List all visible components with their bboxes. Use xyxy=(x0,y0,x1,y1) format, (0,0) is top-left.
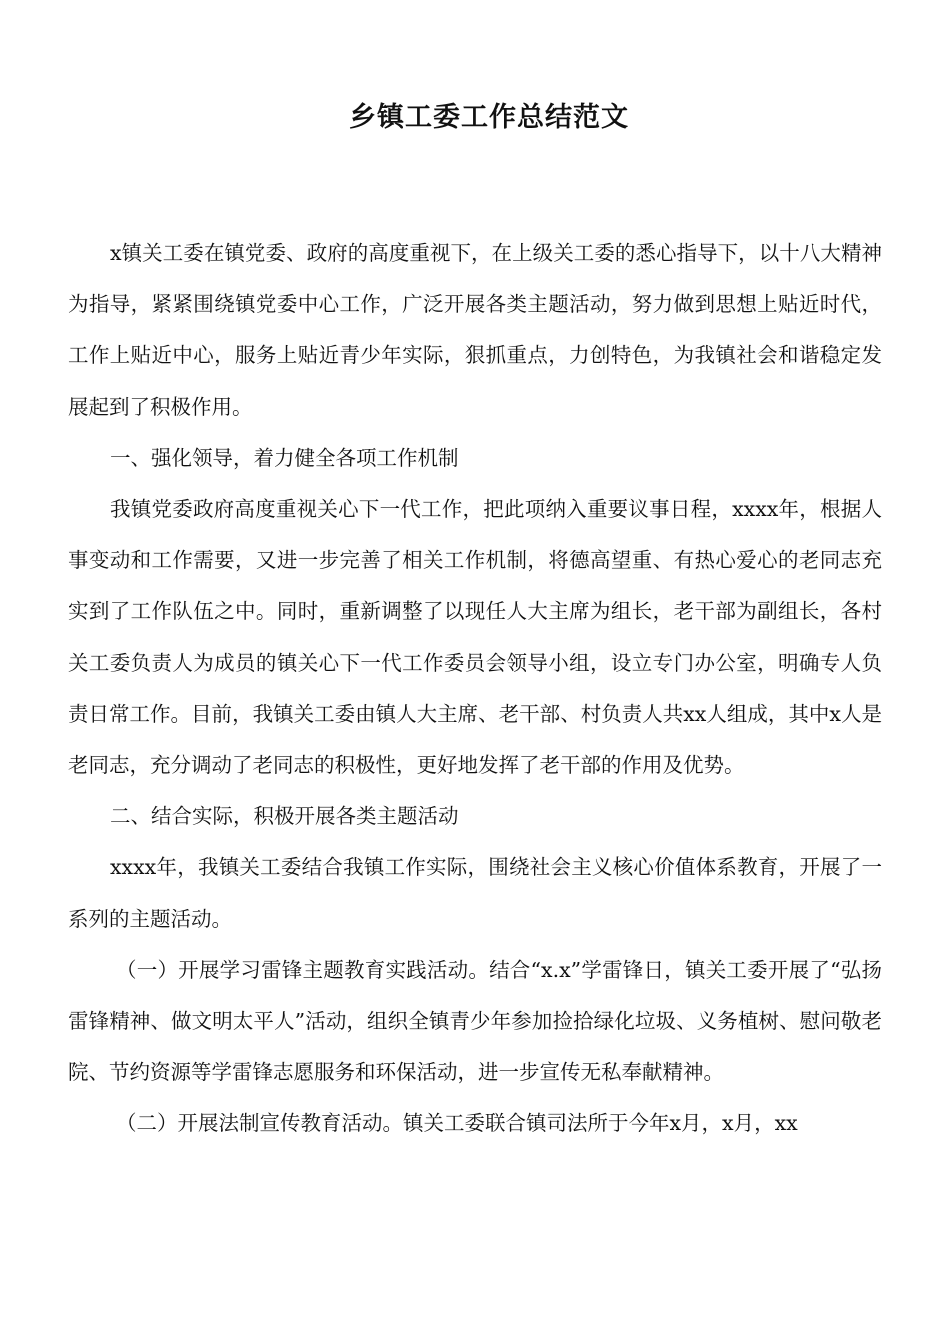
document-page xyxy=(68,96,882,1150)
paragraph-section-2: xxxx年，我镇关工委结合我镇工作实际，围绕社会主义核心价值体系教育，开展了一系列的主题活动。 xyxy=(68,855,882,931)
paragraph-intro: x镇关工委在镇党委、政府的高度重视下，在上级关工委的悉心指导下，以十八大精神为指导，紧紧围绕镇党委中心工作，广泛开展各类主题活动，努力做到思想上贴近时代，工作上贴近中心，服务上贴近青少年实际，狠抓重点，力创特色，为我镇社会和谐稳定发展起到了积极作用。 xyxy=(68,241,882,419)
paragraph-section-1: 我镇党委政府高度重视关心下一代工作，把此项纳入重要议事日程，xxxx年，根据人事变动和工作需要，又进一步完善了相关工作机制，将德高望重、有热心爱心的老同志充实到了工作队伍之中。同时，重新调整了以现任人大主席为组长，老干部为副组长，各村关工委负责人为成员的镇关心下一代工作委员会领导小组，设立专门办公室，明确专人负责日常工作。目前，我镇关工委由镇人大主席、老干部、村负责人共xx人组成，其中x人是老同志，充分调动了老同志的积极性，更好地发挥了老干部的作用及优势。 xyxy=(68,497,882,778)
section-heading-2: 二、结合实际，积极开展各类主题活动 xyxy=(110,804,459,829)
document-title: 乡镇工委工作总结范文 xyxy=(349,102,629,133)
paragraph-subsection-2: （二）开展法制宣传教育活动。镇关工委联合镇司法所于今年x月，x月，xx xyxy=(116,1111,798,1136)
section-heading-1: 一、强化领导，着力健全各项工作机制 xyxy=(110,445,459,470)
paragraph-subsection-1: （一）开展学习雷锋主题教育实践活动。结合“x.x”学雷锋日，镇关工委开展了“弘扬雷锋精神、做文明太平人”活动，组织全镇青少年参加捡拾绿化垃圾、义务植树、慰问敬老院、节约资源等学雷锋志愿服务和环保活动，进一步宣传无私奉献精神。 xyxy=(68,957,882,1085)
